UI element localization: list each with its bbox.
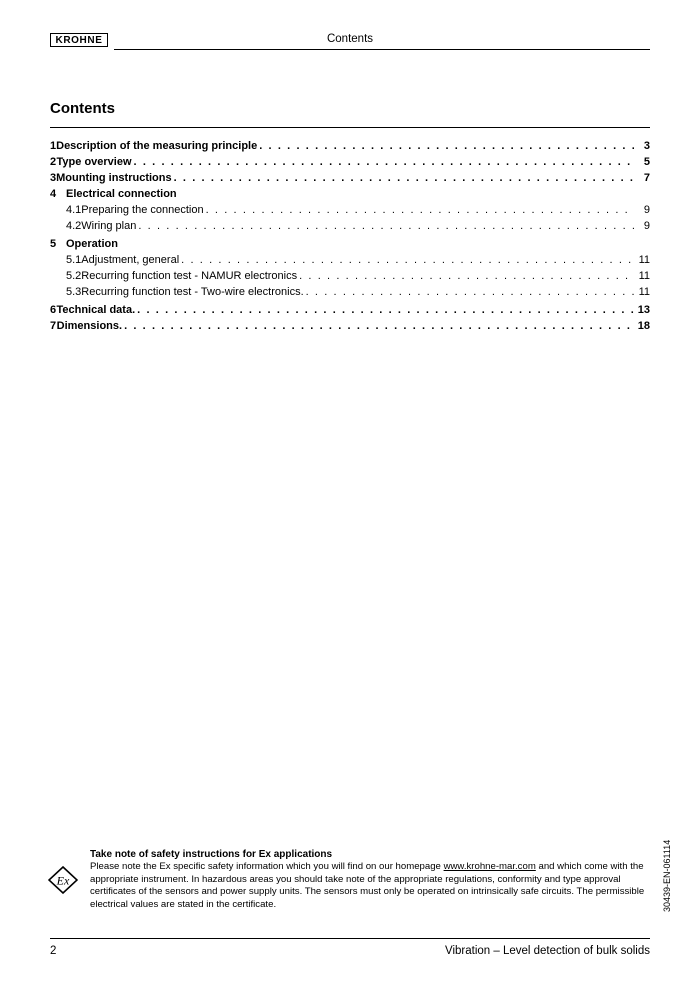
footer-rule	[50, 938, 650, 939]
toc-entry[interactable]	[50, 204, 650, 220]
toc-number: 4.2	[66, 220, 82, 232]
toc-leader-dots	[174, 172, 634, 184]
toc-entry[interactable]	[50, 238, 650, 254]
safety-notice	[90, 849, 655, 911]
toc-entry[interactable]	[50, 188, 650, 204]
homepage-link[interactable]: www.krohne-mar.com	[443, 861, 536, 873]
toc-title: Mounting instructions	[56, 172, 172, 184]
toc-page-number: 9	[643, 220, 650, 232]
toc-page-number: 13	[637, 304, 650, 316]
toc-number: 4	[50, 188, 57, 200]
toc-page-number: 11	[638, 254, 650, 266]
toc-title: Wiring plan	[81, 220, 137, 232]
toc-number: 3	[50, 172, 57, 184]
toc-leader-dots	[181, 254, 634, 266]
toc-title: Description of the measuring principle	[56, 140, 258, 152]
toc-number: 5	[50, 238, 57, 250]
toc-entry[interactable]	[50, 270, 650, 286]
toc-leader-dots	[138, 220, 634, 232]
toc-number: 6	[50, 304, 57, 316]
svg-text:Ex: Ex	[56, 873, 70, 888]
toc-entry[interactable]	[50, 220, 650, 236]
toc-number: 1	[50, 140, 57, 152]
toc-title: Operation	[66, 238, 118, 250]
document-code: 30439-EN-061114	[662, 839, 672, 912]
toc-number: 5.3	[66, 286, 82, 298]
header-rule	[114, 49, 650, 50]
toc-entry[interactable]	[50, 156, 650, 172]
ex-explosion-protection-icon	[48, 866, 78, 894]
document-title: Vibration – Level detection of bulk solids	[444, 945, 650, 957]
safety-body	[90, 861, 655, 911]
page-title: Contents	[50, 100, 115, 117]
toc-number: 5.1	[66, 254, 82, 266]
toc-leader-dots	[137, 304, 634, 316]
krohne-logo: KROHNE	[50, 33, 108, 47]
toc-divider	[50, 127, 650, 128]
toc-title: Preparing the connection	[81, 204, 204, 216]
toc-title: Type overview	[56, 156, 132, 168]
safety-title: Take note of safety instructions for Ex applications	[90, 849, 333, 860]
toc-page-number: 11	[638, 270, 650, 282]
toc-leader-dots	[206, 204, 634, 216]
toc-number: 4.1	[66, 204, 82, 216]
toc-page-number: 11	[638, 286, 650, 298]
toc-leader-dots	[259, 140, 634, 152]
toc-page-number: 9	[643, 204, 650, 216]
toc-page-number: 3	[643, 140, 650, 152]
toc-title: Recurring function test - Two-wire electronics.	[81, 286, 304, 298]
toc-title: Technical data.	[56, 304, 136, 316]
toc-entry[interactable]	[50, 286, 650, 302]
toc-entry[interactable]	[50, 254, 650, 270]
toc-title: Recurring function test - NAMUR electronics	[81, 270, 298, 282]
toc-leader-dots	[306, 286, 634, 298]
toc-title: Electrical connection	[66, 188, 177, 200]
safety-text-after: and which come with the appropriate instrument. In hazardous areas you should take note of the appropriate regulations, conformity and type approval certificates of the sensors and power supply units. The sensors must only be operated on intrinsically safe circuits. The permissible electrical values are stated in the certificate.	[90, 861, 645, 910]
toc-leader-dots	[299, 270, 634, 282]
toc-number: 2	[50, 156, 57, 168]
table-of-contents	[50, 140, 650, 336]
toc-page-number: 18	[637, 320, 650, 332]
toc-entry[interactable]	[50, 140, 650, 156]
header-title: Contents	[326, 33, 374, 45]
toc-entry[interactable]	[50, 172, 650, 188]
toc-title: Dimensions.	[56, 320, 123, 332]
toc-title: Adjustment, general	[81, 254, 180, 266]
toc-leader-dots	[134, 156, 634, 168]
toc-page-number: 7	[643, 172, 650, 184]
toc-leader-dots	[124, 320, 634, 332]
toc-page-number: 5	[643, 156, 650, 168]
page-number: 2	[50, 945, 57, 957]
toc-number: 5.2	[66, 270, 82, 282]
toc-entry[interactable]	[50, 320, 650, 336]
toc-number: 7	[50, 320, 57, 332]
toc-entry[interactable]	[50, 304, 650, 320]
safety-text-before: Please note the Ex specific safety information which you will find on our homepage	[90, 861, 444, 873]
